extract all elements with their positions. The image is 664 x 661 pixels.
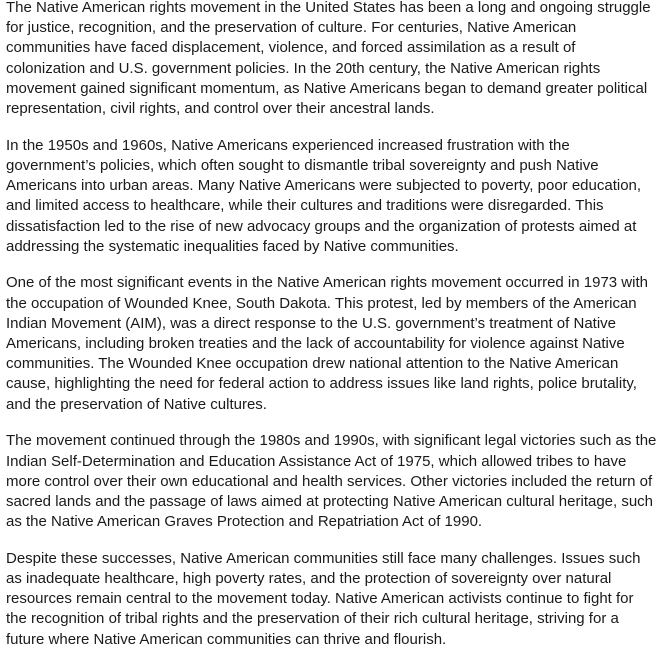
paragraph-challenges: Despite these successes, Native American communities still face many challenges. Issues such as inadequate healthcare, high poverty rates, and the protection of sovereignty over natural resources remain central to the movement today. Native American activists continue to fight for the recognition of tribal rights and the preservation of their rich cultural heritage, striving for a future where Native American communities can thrive and flourish. <box>6 549 641 648</box>
paragraph-wounded-knee: One of the most significant events in the Native American rights movement occurred in 1973 with the occupation of Wounded Knee, South Dakota. This protest, led by members of the American Indian Movement (AIM), was a direct response to the U.S. government’s treatment of Native Americans, including broken treaties and the lack of accountability for violence against Native communities. The Wounded Knee occupation drew national attention to the Native American cause, highlighting the need for federal action to address issues like land rights, police brutality, and the preservation of Native cultures. <box>6 274 648 413</box>
paragraph-intro: The Native American rights movement in the United States has been a long and ongoing struggle for justice, recognition, and the preservation of culture. For centuries, Native American communities have faced displacement, violence, and forced assimilation as a result of colonization and U.S. government policies. In the 20th century, the Native American rights movement gained significant momentum, as Native Americans began to demand greater political representation, civil rights, and control over their ancestral lands. <box>6 0 651 118</box>
paragraph-1950s-1960s: In the 1950s and 1960s, Native Americans experienced increased frustration with the government’s policies, which often sought to dismantle tribal sovereignty and push Native Americans into urban areas. Many Native Americans were subjected to poverty, poor education, and limited access to healthcare, while their cultures and traditions were disregarded. This dissatisfaction led to the rise of new advocacy groups and the organization of protests aimed at addressing the systematic inequalities faced by Native communities. <box>6 136 642 255</box>
paragraph-legal-victories: The movement continued through the 1980s and 1990s, with significant legal victories such as the Indian Self-Determination and Education Assistance Act of 1975, which allowed tribes to have more control over their own educational and health services. Other victories included the return of sacred lands and the passage of laws aimed at protecting Native American cultural heritage, such as the Native American Graves Protection and Repatriation Act of 1990. <box>6 432 657 531</box>
